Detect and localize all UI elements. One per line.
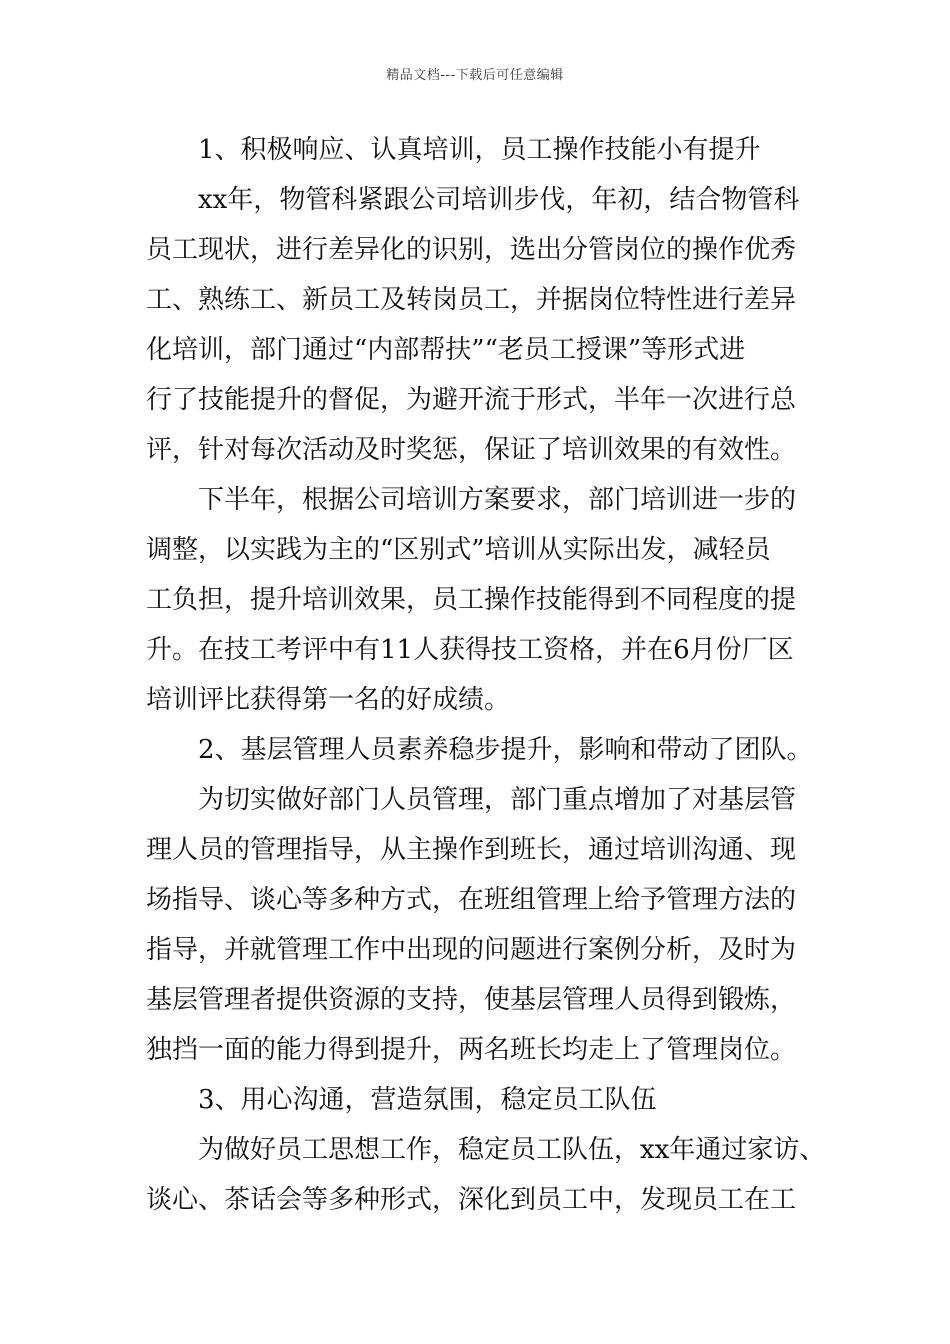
paragraph-line: 化培训，部门通过“内部帮扶”“老员工授课”等形式进 (146, 335, 746, 365)
paragraph-line: 升。在技工考评中有11人获得技工资格，并在6月份厂区 (146, 635, 794, 665)
paragraph-line: 员工现状，进行差异化的识别，选出分管岗位的操作优秀 (146, 235, 797, 265)
paragraph-line: 谈心、茶话会等多种形式，深化到员工中，发现员工在工 (146, 1185, 797, 1215)
page-header: 精品文档---下载后可任意编辑 (386, 68, 564, 83)
paragraph-line: xx年，物管科紧跟公司培训步伐，年初，结合物管科 (198, 185, 800, 215)
paragraph-line: 独挡一面的能力得到提升，两名班长均走上了管理岗位。 (146, 1035, 797, 1065)
paragraph-line: 调整，以实践为主的“区别式”培训从实际出发，减轻员 (146, 535, 771, 565)
paragraph-line: 为做好员工思想工作，稳定员工队伍，xx年通过家访、 (198, 1135, 826, 1165)
paragraph-line: 理人员的管理指导，从主操作到班长，通过培训沟通、现 (146, 835, 797, 865)
document-body (146, 125, 826, 1225)
paragraph-line: 为切实做好部门人员管理，部门重点增加了对基层管 (198, 785, 797, 815)
section-heading-3: 3、用心沟通，营造氛围，稳定员工队伍 (198, 1085, 657, 1115)
paragraph-line: 基层管理者提供资源的支持，使基层管理人员得到锻炼， (146, 985, 797, 1015)
paragraph-line: 指导，并就管理工作中出现的问题进行案例分析，及时为 (146, 935, 797, 965)
paragraph-line: 评，针对每次活动及时奖惩，保证了培训效果的有效性。 (146, 435, 797, 465)
paragraph-line: 工负担，提升培训效果，员工操作技能得到不同程度的提 (146, 585, 797, 615)
section-heading-1: 1、积极响应、认真培训，员工操作技能小有提升 (198, 135, 761, 165)
paragraph-line: 培训评比获得第一名的好成绩。 (146, 685, 511, 715)
section-heading-2: 2、基层管理人员素养稳步提升，影响和带动了团队。 (198, 735, 813, 765)
paragraph-line: 行了技能提升的督促，为避开流于形式，半年一次进行总 (146, 385, 797, 415)
paragraph-line: 下半年，根据公司培训方案要求，部门培训进一步的 (198, 485, 797, 515)
paragraph-line: 工、熟练工、新员工及转岗员工，并据岗位特性进行差异 (146, 285, 797, 315)
paragraph-line: 场指导、谈心等多种方式，在班组管理上给予管理方法的 (146, 885, 797, 915)
